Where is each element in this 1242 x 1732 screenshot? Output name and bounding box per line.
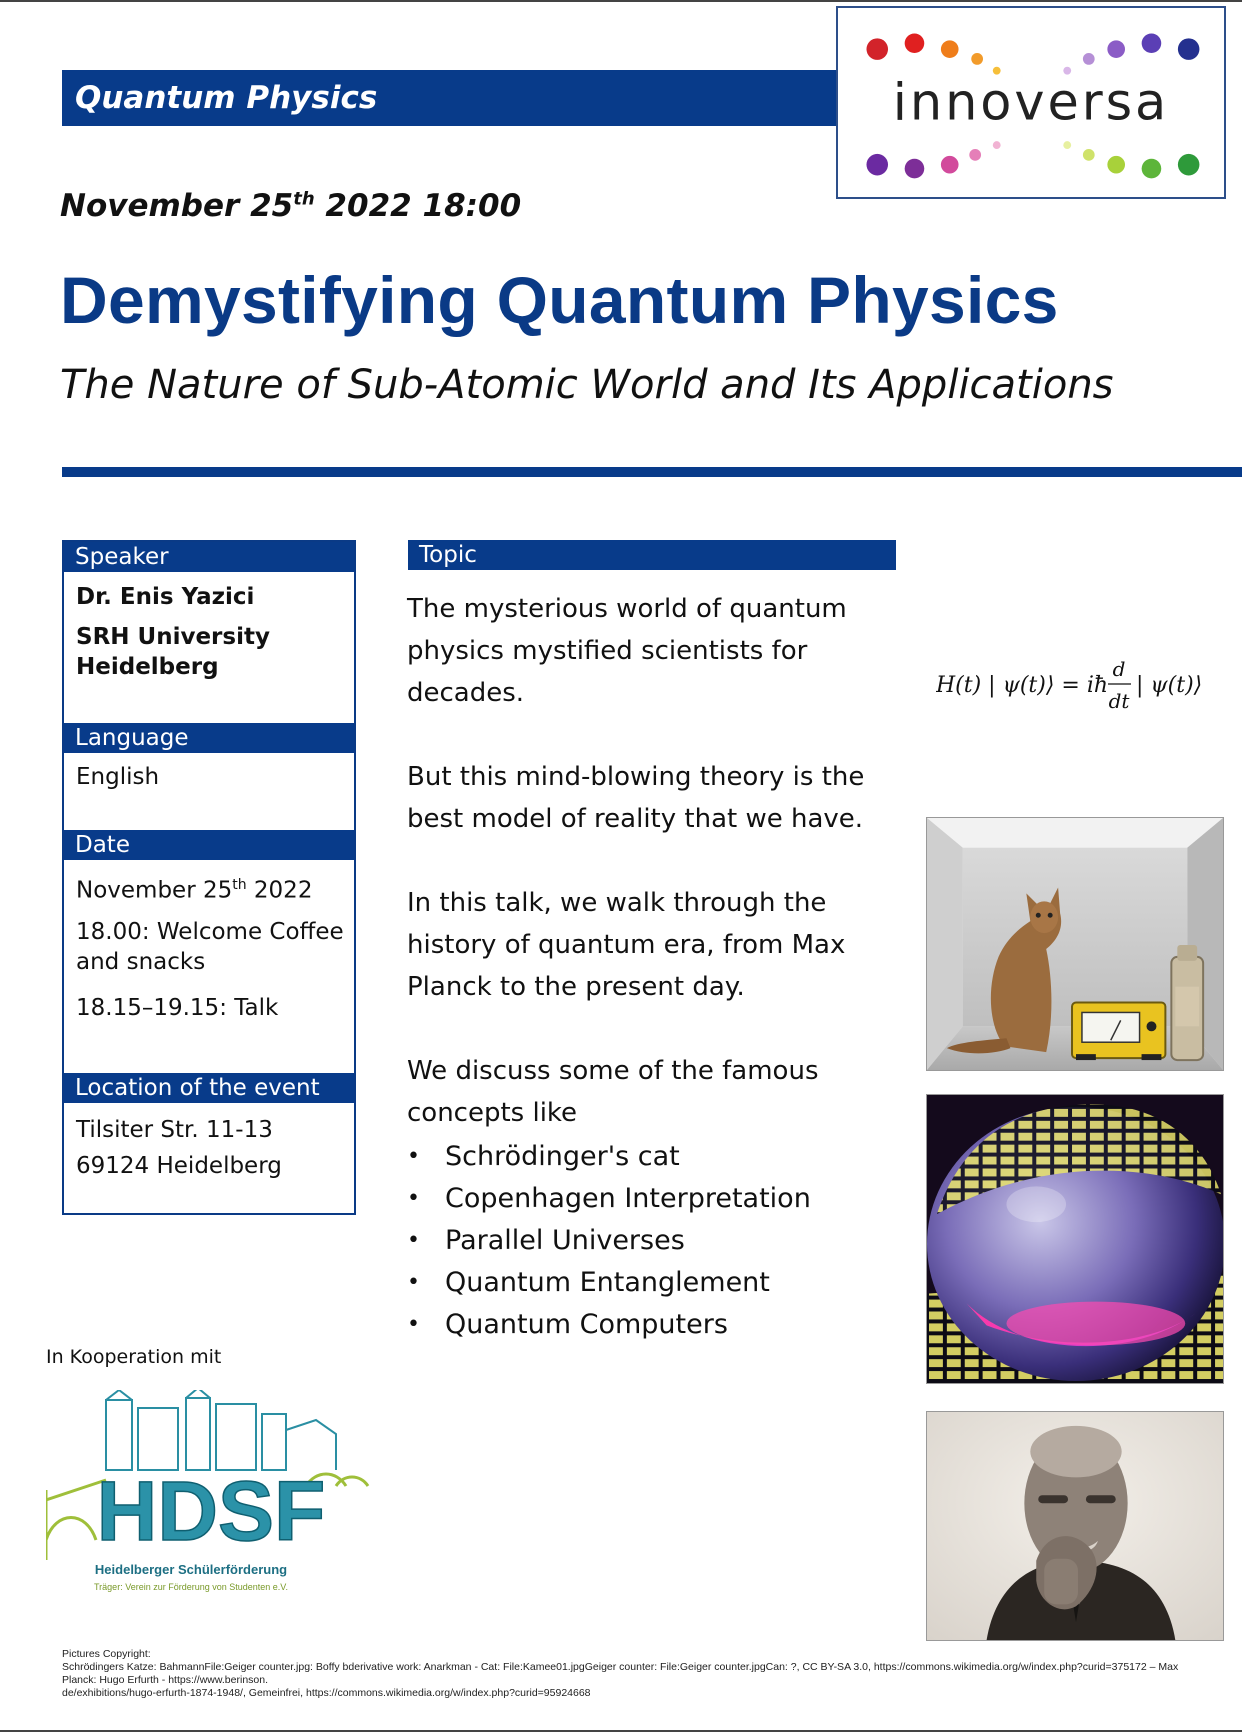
innoversa-logo bbox=[836, 6, 1226, 199]
svg-text:H(t) | ψ(t)⟩ = iħ: H(t) | ψ(t)⟩ = iħ bbox=[936, 673, 1109, 698]
pictures-copyright: Pictures Copyright: Schrödingers Katze: BahmannFile:Geiger counter.jpg: Boffy bderivative work: Anarkman - Cat: File:Kamee01.jpgGeiger counter: File:Geiger counter.jpgCan: ?, CC BY-SA 3.0, https://commons.wikimedia.org/w/index.php?curid=375172 – Max Planck: Hugo Erfurth - https://www.berinson. de/exhibitions/hugo-erfurth-1874-1948/, Gemeinfrei, https://commons.wikimedia.org/w/index.php?curid=95924668 bbox=[62, 1648, 1179, 1699]
cooperation-label: In Kooperation mit bbox=[46, 1346, 222, 1368]
location-city: 69124 Heidelberg bbox=[76, 1153, 282, 1179]
topic-header: Topic bbox=[408, 540, 896, 570]
list-item: • Parallel Universes bbox=[407, 1220, 811, 1262]
topic-paragraph-3: In this talk, we walk through the history of quantum era, from Max Planck to the present day. bbox=[407, 888, 846, 1002]
page-subtitle: The Nature of Sub-Atomic World and Its Applications bbox=[60, 362, 1114, 408]
list-item: • Copenhagen Interpretation bbox=[407, 1178, 811, 1220]
topic-paragraph-2: But this mind-blowing theory is the best model of reality that we have. bbox=[407, 762, 865, 834]
logo-wordmark: innoversa bbox=[892, 73, 1170, 133]
date-day: November 25th 2022 bbox=[76, 877, 313, 904]
schrodinger-equation bbox=[936, 652, 1206, 714]
date-welcome-line1: 18.00: Welcome Coffee bbox=[76, 919, 344, 945]
event-info-box bbox=[62, 540, 356, 1215]
category-banner: Quantum Physics bbox=[62, 70, 838, 126]
speaker-header: Speaker bbox=[64, 542, 354, 572]
date-header: Date bbox=[64, 830, 354, 860]
svg-text:d: d bbox=[1112, 657, 1126, 681]
speaker-name: Dr. Enis Yazici bbox=[76, 584, 255, 610]
language-value: English bbox=[76, 764, 160, 790]
title-divider bbox=[62, 467, 1242, 477]
hdsf-logo bbox=[46, 1390, 376, 1600]
page-title: Demystifying Quantum Physics bbox=[60, 263, 1059, 337]
speaker-affiliation-line2: Heidelberg bbox=[76, 654, 219, 680]
svg-text:HDSF: HDSF bbox=[96, 1464, 326, 1558]
date-talk: 18.15–19.15: Talk bbox=[76, 995, 279, 1021]
topic-paragraph-4: We discuss some of the famous concepts like bbox=[407, 1056, 819, 1128]
svg-text:dt: dt bbox=[1108, 689, 1130, 713]
topic-paragraph-1: The mysterious world of quantum physics mystified scientists for decades. bbox=[407, 594, 847, 708]
location-header: Location of the event bbox=[64, 1073, 354, 1103]
quantum-sphere-image bbox=[926, 1094, 1224, 1384]
speaker-affiliation-line1: SRH University bbox=[76, 624, 270, 650]
date-welcome-line2: and snacks bbox=[76, 949, 206, 975]
svg-text:| ψ(t)⟩: | ψ(t)⟩ bbox=[1136, 673, 1203, 698]
event-datetime: November 25th 2022 18:00 bbox=[60, 188, 522, 224]
list-item: • Quantum Entanglement bbox=[407, 1262, 811, 1304]
svg-text:Heidelberger Schülerförderung: Heidelberger Schülerförderung bbox=[94, 1562, 288, 1577]
list-item: • Schrödinger's cat bbox=[407, 1136, 811, 1178]
list-item: • Quantum Computers bbox=[407, 1304, 811, 1346]
schrodinger-cat-image bbox=[926, 817, 1224, 1071]
svg-text:Träger: Verein zur Förderung v: Träger: Verein zur Förderung von Studenten e.V. bbox=[94, 1582, 288, 1592]
concept-list bbox=[407, 1136, 811, 1346]
max-planck-portrait bbox=[926, 1411, 1224, 1641]
language-header: Language bbox=[64, 723, 354, 753]
location-street: Tilsiter Str. 11-13 bbox=[76, 1117, 273, 1143]
